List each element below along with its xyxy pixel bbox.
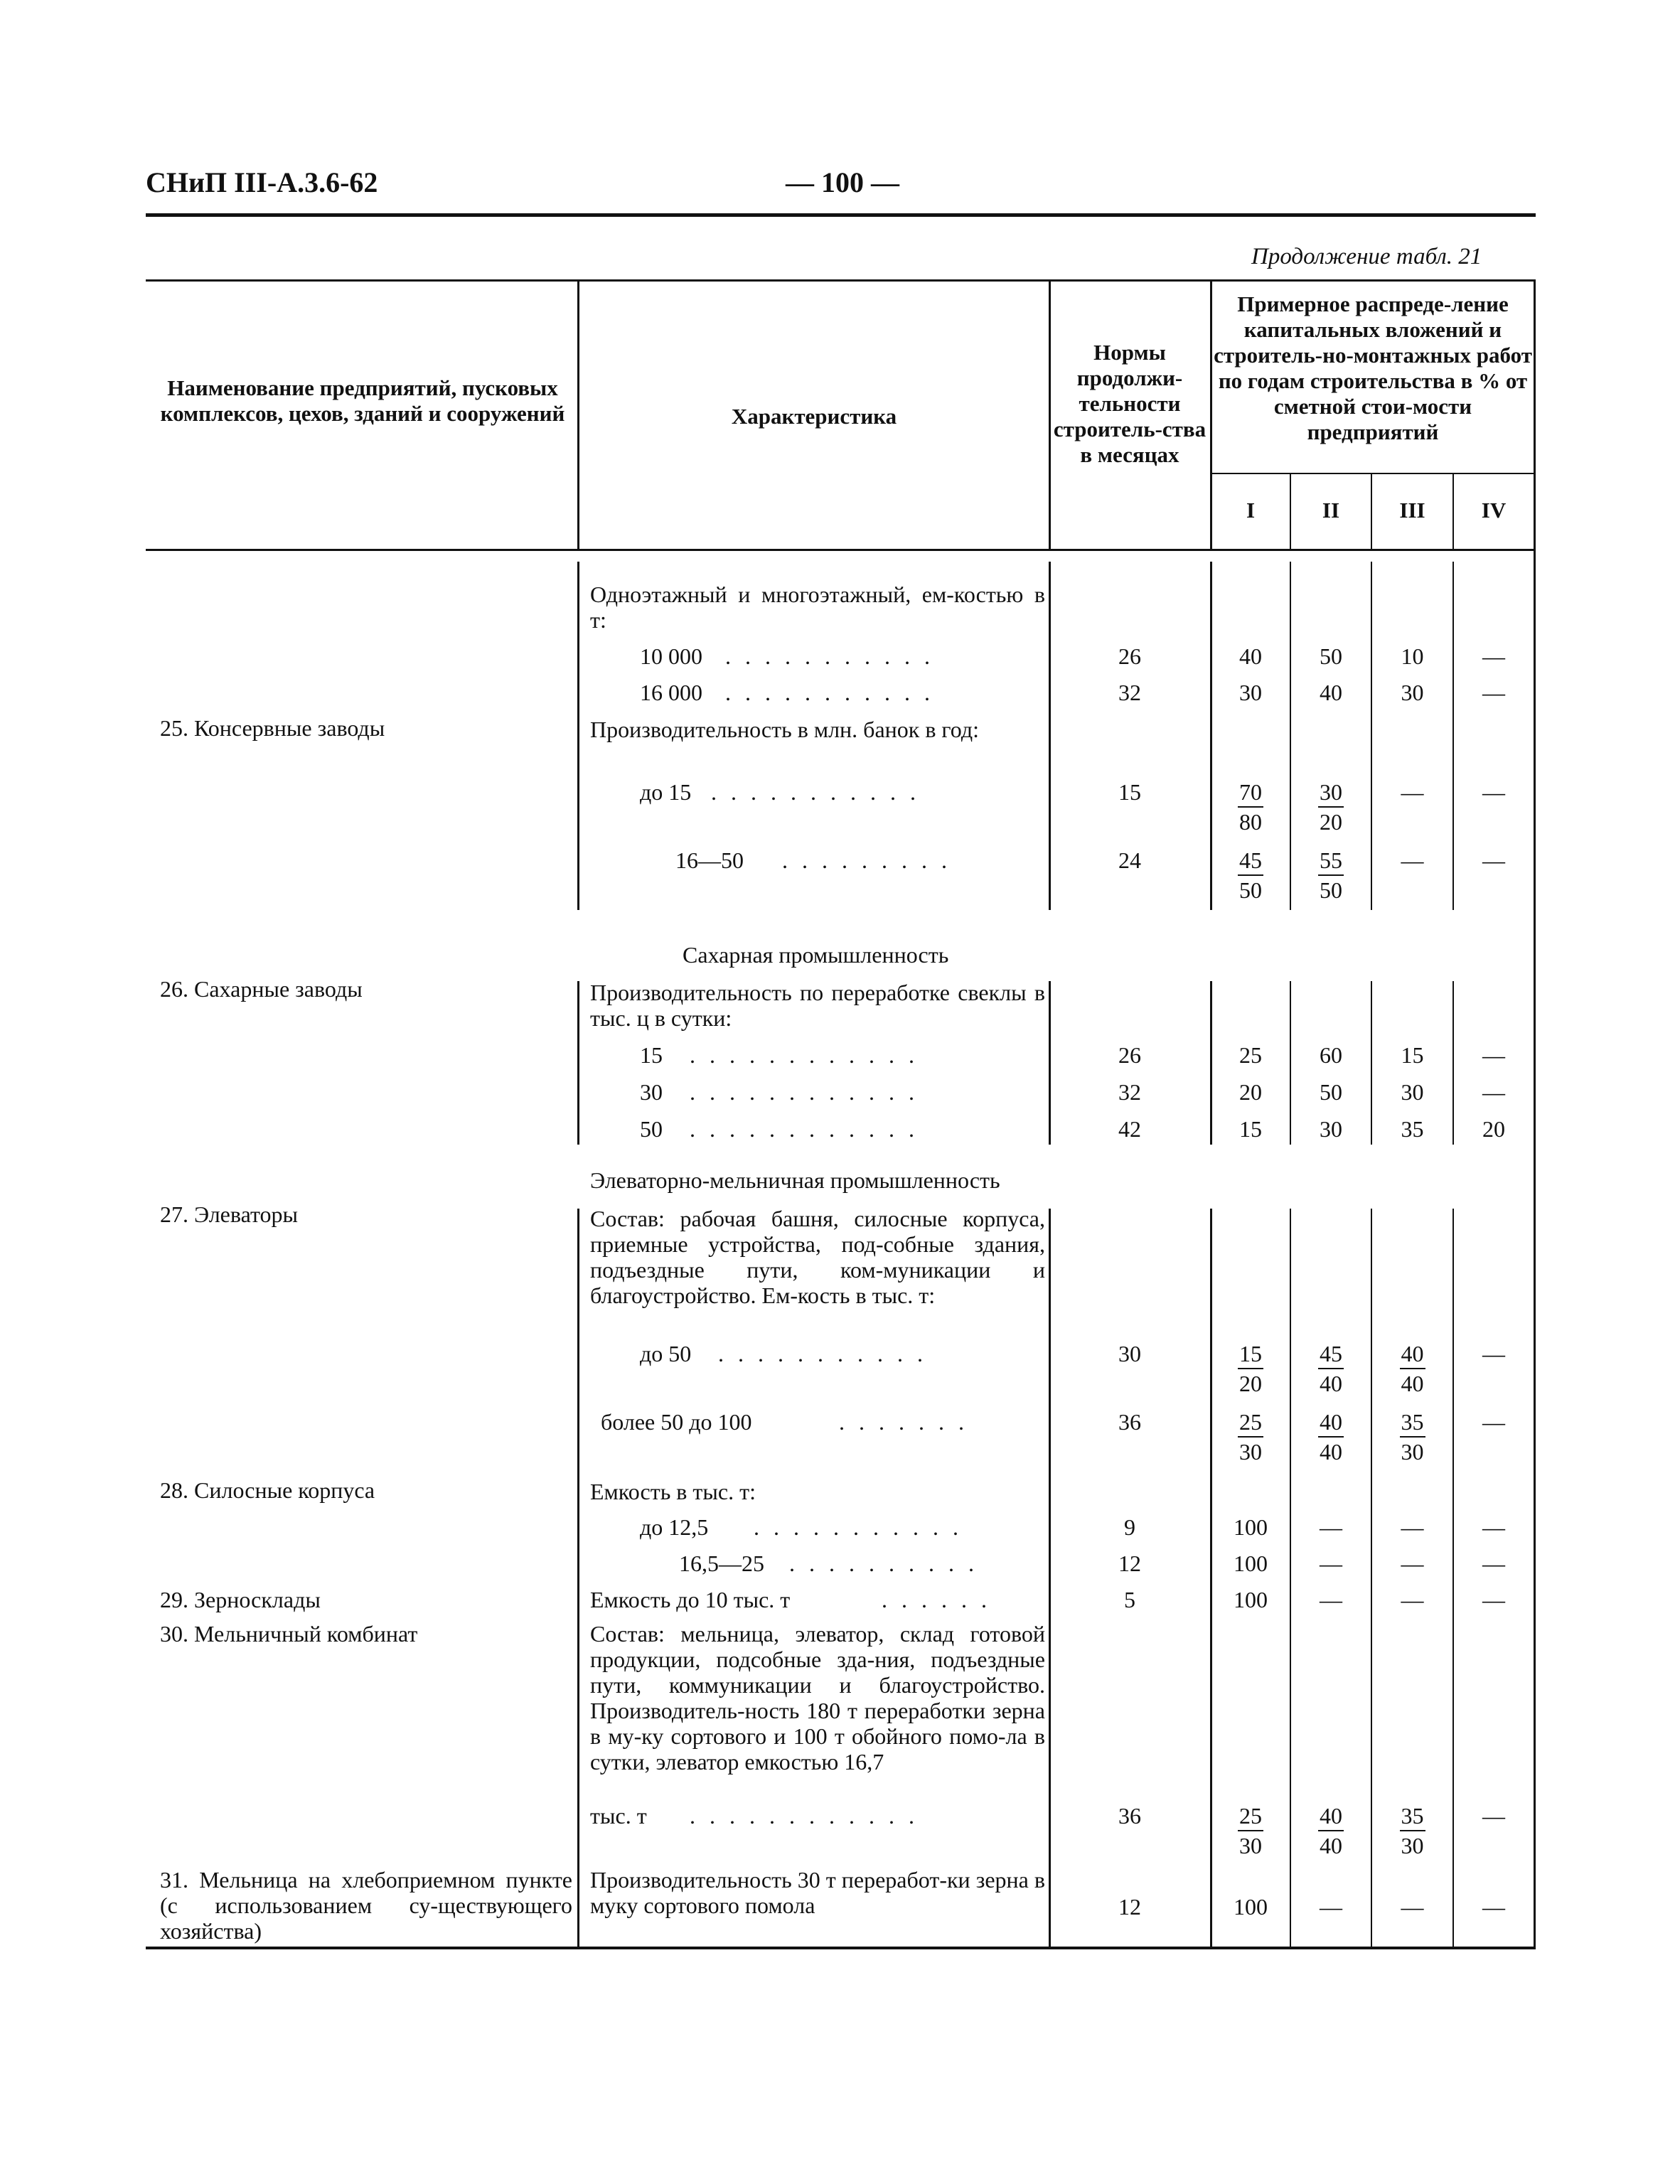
- row-26-a-y2: 60: [1320, 1042, 1342, 1068]
- row-28-b-y4: —: [1482, 1551, 1505, 1576]
- row-29-y3: —: [1401, 1587, 1424, 1612]
- row-28-b-label: 16,5—25: [679, 1551, 764, 1576]
- col-header-distribution: Примерное распреде-ление капитальных вложений и строитель-но-монтажных работ по годам строительства в % от сметной стои-мости предприятий: [1214, 291, 1532, 444]
- leader-dots: . . . . . . . . . .: [789, 1551, 978, 1576]
- col-header-characteristic: Характеристика: [731, 404, 897, 429]
- row-30-y2: $\frac{40}{40}$: [1320, 1803, 1342, 1858]
- leader-dots: . . . . . . . . . . . .: [690, 1803, 919, 1829]
- row-27-b-y3: $\frac{35}{30}$: [1401, 1409, 1424, 1465]
- row-27-b-y1: $\frac{25}{30}$: [1239, 1409, 1262, 1465]
- body-divider: [1452, 1209, 1454, 1948]
- row-27-name: 27. Элеваторы: [160, 1201, 298, 1227]
- row-27-b-y4: —: [1482, 1409, 1505, 1435]
- row-30-y1: $\frac{25}{30}$: [1239, 1803, 1262, 1858]
- row-31-y1: 100: [1234, 1894, 1268, 1920]
- row-25-b-y1: 30: [1239, 680, 1262, 705]
- col-header-norms: Нормы продолжи-тельности строитель-ства в месяцах: [1053, 340, 1207, 467]
- row-26-a-norm: 26: [1118, 1042, 1141, 1068]
- body-divider: [577, 1209, 579, 1948]
- header-rule: [146, 213, 1536, 217]
- leader-dots: . . . . . . . . . . .: [754, 1514, 963, 1540]
- row-28-a-label: до 12,5: [640, 1514, 709, 1540]
- body-divider: [577, 981, 579, 1145]
- row-25-c-y1: $\frac{70}{80}$: [1239, 779, 1262, 835]
- row-26-a-y4: —: [1482, 1042, 1505, 1068]
- row-31-y4: —: [1482, 1894, 1505, 1920]
- row-30-y4: —: [1482, 1803, 1505, 1829]
- row-25-a-y2: 50: [1320, 643, 1342, 669]
- row-28-a-norm: 9: [1124, 1514, 1135, 1540]
- row-27-a-y2: $\frac{45}{40}$: [1320, 1341, 1342, 1396]
- row-25-b-norm: 32: [1118, 680, 1141, 705]
- row-31-text: Производительность 30 т переработ-ки зерна в муку сортового помола: [590, 1867, 1045, 1918]
- row-29-y4: —: [1482, 1587, 1505, 1612]
- row-25-d-y1: $\frac{45}{50}$: [1239, 847, 1262, 903]
- row-26-c-norm: 42: [1118, 1116, 1141, 1142]
- page-number: — 100 —: [786, 166, 899, 198]
- col-header-year-4: IV: [1481, 498, 1507, 523]
- table-bottom-rule: [146, 1947, 1536, 1949]
- row-29-y2: —: [1320, 1587, 1342, 1612]
- row-27-a-y1: $\frac{15}{20}$: [1239, 1341, 1262, 1396]
- row-25-c-y2: $\frac{30}{20}$: [1320, 779, 1342, 835]
- row-25-c-label: до 15: [640, 779, 692, 805]
- col-header-name: Наименование предприятий, пусковых комплексов, цехов, зданий и сооружений: [160, 375, 565, 426]
- leader-dots: . . . . . . . . . . . .: [690, 1079, 919, 1105]
- row-26-b-label: 30: [640, 1079, 663, 1105]
- row-25-a-norm: 26: [1118, 643, 1141, 669]
- row-31-norm: 12: [1118, 1894, 1141, 1920]
- leader-dots: . . . . . . . . . . .: [725, 680, 934, 705]
- row-26-b-norm: 32: [1118, 1079, 1141, 1105]
- row-27-a-y3: $\frac{40}{40}$: [1401, 1341, 1424, 1396]
- row-28-b-y2: —: [1320, 1551, 1342, 1576]
- row-26-b-y2: 50: [1320, 1079, 1342, 1105]
- row-26-c-label: 50: [640, 1116, 663, 1142]
- table-right-border: [1534, 279, 1536, 1949]
- row-26-name: 26. Сахарные заводы: [160, 976, 363, 1002]
- row-29-name: 29. Зерносклады: [160, 1587, 321, 1612]
- row-25-name: 25. Консервные заводы: [160, 715, 385, 741]
- row-30-last: тыс. т: [590, 1803, 647, 1829]
- leader-dots: . . . . . . . . .: [782, 847, 951, 873]
- row-25-d-label: 16—50: [675, 847, 744, 873]
- document-code: СНиП III-А.3.6-62: [146, 166, 378, 198]
- row-28-b-y1: 100: [1234, 1551, 1268, 1576]
- row-25-d-y2: $\frac{55}{50}$: [1320, 847, 1342, 903]
- row-25-c-norm: 15: [1118, 779, 1141, 805]
- row-25-a-y3: 10: [1401, 643, 1424, 669]
- row-28-name: 28. Силосные корпуса: [160, 1477, 375, 1503]
- row-27-b-y2: $\frac{40}{40}$: [1320, 1409, 1342, 1465]
- leader-dots: . . . . . . . . . . . .: [690, 1042, 919, 1068]
- row-30-y3: $\frac{35}{30}$: [1401, 1803, 1424, 1858]
- row-28-text: Емкость в тыс. т:: [590, 1479, 756, 1504]
- row-25-c-y4: —: [1482, 779, 1505, 805]
- row-25-d-norm: 24: [1118, 847, 1141, 873]
- table-continuation: Продолжение табл. 21: [1251, 244, 1482, 269]
- row-28-a-y2: —: [1320, 1514, 1342, 1540]
- leader-dots: . . . . . . . . . . .: [718, 1341, 927, 1366]
- row-27-text: Состав: рабочая башня, силосные корпуса, приемные устройства, под-собные здания, подъездные пути, ком-муникации и благоустройство. Ем-кость в тыс. т:: [590, 1206, 1045, 1308]
- leader-dots: . . . . . . . . . . . .: [690, 1116, 919, 1142]
- row-25-c-y3: —: [1401, 779, 1424, 805]
- col-header-year-2: II: [1322, 498, 1340, 523]
- row-28-b-norm: 12: [1118, 1551, 1141, 1576]
- row-25-d-y3: —: [1401, 847, 1424, 873]
- row-26-a-y3: 15: [1401, 1042, 1424, 1068]
- row-25-a-label: 10 000: [640, 643, 702, 669]
- leader-dots: . . . . . . .: [839, 1409, 968, 1435]
- row-31-y2: —: [1320, 1894, 1342, 1920]
- row-30-name: 30. Мельничный комбинат: [160, 1621, 418, 1647]
- row-25-b-label: 16 000: [640, 680, 702, 705]
- row-30-norm: 36: [1118, 1803, 1141, 1829]
- row-27-a-y4: —: [1482, 1341, 1505, 1366]
- row-26-c-y4: 20: [1482, 1116, 1505, 1142]
- row-25-a-y4: —: [1482, 643, 1505, 669]
- section-sugar: Сахарная промышленность: [683, 942, 949, 968]
- row-25-b-y4: —: [1482, 680, 1505, 705]
- col-header-year-1: I: [1246, 498, 1256, 523]
- row-25-text2: Производительность в млн. банок в год:: [590, 717, 979, 742]
- row-26-b-y4: —: [1482, 1079, 1505, 1105]
- row-27-a-label: до 50: [640, 1341, 692, 1366]
- table-header-bottom-rule: [146, 549, 1536, 551]
- row-31-name: 31. Мельница на хлебоприемном пункте (с использованием су-ществующего хозяйства): [160, 1867, 572, 1944]
- col-divider-1: [577, 279, 579, 550]
- row-29-y1: 100: [1234, 1587, 1268, 1612]
- row-27-b-label: более 50 до 100: [601, 1409, 752, 1435]
- row-26-c-y1: 15: [1239, 1116, 1262, 1142]
- section-elevator: Элеваторно-мельничная промышленность: [590, 1167, 1000, 1193]
- row-25-text1: Одноэтажный и многоэтажный, ем-костью в т:: [590, 582, 1045, 633]
- body-divider: [577, 562, 579, 910]
- row-26-c-y2: 30: [1320, 1116, 1342, 1142]
- row-28-b-y3: —: [1401, 1551, 1424, 1576]
- row-25-d-y4: —: [1482, 847, 1505, 873]
- row-30-text: Состав: мельница, элеватор, склад готовой продукции, подсобные зда-ния, подъездные пути, коммуникации и благоустройство. Производитель-ность 180 т переработки зерна в му-ку сортового и 100 т обойного помо-ла в сутки, элеватор емкостью 16,7: [590, 1621, 1045, 1774]
- row-27-a-norm: 30: [1118, 1341, 1141, 1366]
- row-28-a-y4: —: [1482, 1514, 1505, 1540]
- row-29-norm: 5: [1124, 1587, 1135, 1612]
- row-26-text: Производительность по переработке свеклы в тыс. ц в сутки:: [590, 980, 1045, 1031]
- row-26-a-label: 15: [640, 1042, 663, 1068]
- row-26-a-y1: 25: [1239, 1042, 1262, 1068]
- row-26-c-y3: 35: [1401, 1116, 1424, 1142]
- row-26-b-y3: 30: [1401, 1079, 1424, 1105]
- row-31-y3: —: [1401, 1894, 1424, 1920]
- row-25-a-y1: 40: [1239, 643, 1262, 669]
- leader-dots: . . . . . .: [882, 1587, 991, 1612]
- col-header-year-3: III: [1399, 498, 1425, 523]
- leader-dots: . . . . . . . . . . .: [711, 779, 920, 805]
- row-26-b-y1: 20: [1239, 1079, 1262, 1105]
- body-divider: [1049, 1209, 1051, 1948]
- row-25-b-y2: 40: [1320, 680, 1342, 705]
- row-25-b-y3: 30: [1401, 680, 1424, 705]
- leader-dots: . . . . . . . . . . .: [725, 643, 934, 669]
- row-27-b-norm: 36: [1118, 1409, 1141, 1435]
- row-28-a-y3: —: [1401, 1514, 1424, 1540]
- table-top-rule: [146, 279, 1536, 282]
- row-28-a-y1: 100: [1234, 1514, 1268, 1540]
- row-29-text: Емкость до 10 тыс. т: [590, 1587, 791, 1612]
